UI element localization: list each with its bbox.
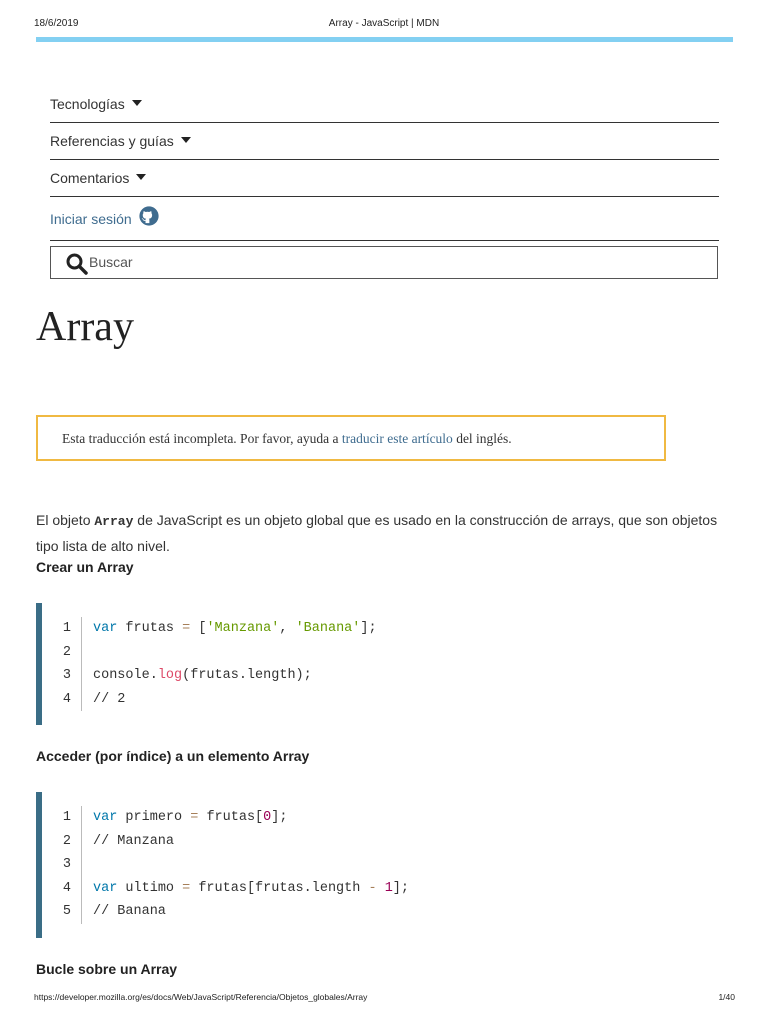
code-text: // 2 [93, 691, 126, 707]
heading-access-element: Acceder (por índice) a un elemento Array [36, 748, 310, 764]
notice-text [62, 431, 512, 447]
print-header [0, 18, 768, 32]
translate-article-link[interactable]: traducir este artículo [341, 431, 453, 446]
print-url: https://developer.mozilla.org/es/docs/Web/JavaScript/Referencia/Objetos_globales/Array [34, 992, 368, 1002]
code-line [42, 806, 726, 830]
nav-item-technologies[interactable] [50, 85, 719, 123]
code-line [42, 853, 726, 877]
nav-item-references[interactable] [50, 123, 719, 160]
line-number: 2 [48, 830, 82, 854]
caret-down-icon [181, 137, 191, 143]
code-block-create [36, 603, 726, 725]
code-line [42, 688, 726, 712]
top-accent-bar [36, 37, 733, 42]
nav-item-label: Comentarios [50, 170, 130, 186]
line-number: 4 [48, 688, 82, 712]
code-text: // Banana [93, 904, 166, 920]
search-icon [65, 252, 89, 276]
code-text: var ultimo = frutas[frutas.length - 1]; [93, 880, 409, 896]
translation-notice [36, 415, 666, 461]
line-number: 3 [48, 664, 82, 688]
line-number: 4 [48, 877, 82, 901]
code-line [42, 877, 726, 901]
caret-down-icon [136, 174, 146, 180]
search-input[interactable] [89, 252, 689, 272]
caret-down-icon [132, 100, 142, 106]
login-link[interactable] [50, 197, 719, 241]
code-line [42, 900, 726, 924]
main-nav [50, 85, 719, 241]
nav-item-label: Tecnologías [50, 95, 125, 112]
print-date: 18/6/2019 [34, 18, 79, 29]
heading-create-array: Crear un Array [36, 559, 134, 575]
inline-code-array: Array [94, 514, 134, 529]
search-box[interactable] [50, 246, 718, 279]
page-title: Array [36, 304, 134, 350]
line-number: 5 [48, 900, 82, 924]
print-title: Array - JavaScript | MDN [328, 18, 440, 29]
code-line [42, 830, 726, 854]
github-icon [138, 205, 160, 227]
code-text: console.log(frutas.length); [93, 668, 312, 684]
line-number: 1 [48, 806, 82, 830]
code-line [42, 664, 726, 688]
line-number: 1 [48, 617, 82, 641]
intro-text-end: de JavaScript es un objeto global que es usado en la construcción de arrays, que son objetos tipo lista de alto nivel. [36, 512, 718, 554]
print-page-number: 1/40 [718, 992, 735, 1002]
code-text: var primero = frutas[0]; [93, 810, 288, 826]
notice-text-start: Esta traducción está incompleta. Por favor, ayuda a [62, 431, 342, 446]
code-line [42, 641, 726, 665]
code-line [42, 617, 726, 641]
code-text: // Manzana [93, 833, 175, 849]
heading-loop-array: Bucle sobre un Array [36, 961, 178, 977]
line-number: 2 [48, 641, 82, 665]
intro-text-start: El objeto [36, 512, 95, 528]
nav-item-label: Referencias y guías [50, 133, 174, 149]
intro-paragraph [36, 508, 736, 558]
notice-text-end: del inglés. [452, 431, 512, 446]
code-block-access [36, 792, 726, 938]
code-text: var frutas = ['Manzana', 'Banana']; [93, 621, 377, 637]
nav-item-feedback[interactable] [50, 160, 719, 197]
login-label: Iniciar sesión [50, 210, 132, 227]
line-number: 3 [48, 853, 82, 877]
